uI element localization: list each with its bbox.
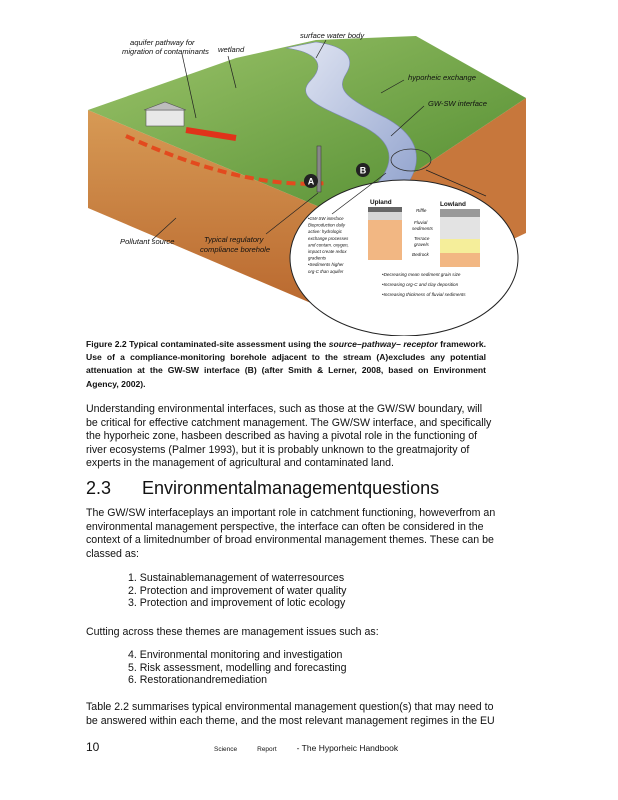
theme-item: 1. Sustainablemanagement of waterresources <box>128 572 345 584</box>
footer-science: Science <box>214 746 238 753</box>
theme-item: 2. Protection and improvement of water quality <box>128 584 347 597</box>
compliance-borehole-icon <box>317 146 321 192</box>
inset-left-line: •GW-SW interface <box>308 216 344 221</box>
label-wetland: wetland <box>218 45 245 54</box>
caption-rest: framework. Use of a compliance-monitoring borehole adjacent to the stream (A)excludes any potential attenuation at the GW-SW interface (B) (after Smith & Lerner, 2008, based on Environment Agency, 2002). <box>86 339 487 389</box>
theme-item: 3. Protection and improvement of lotic ecology <box>128 597 346 610</box>
inset-left-line: •Sediments higher <box>308 262 344 268</box>
marker-b-label: B <box>359 165 367 176</box>
footer-title: - The Hyporheic Handbook <box>296 743 399 753</box>
issue-item: 5. Risk assessment, modelling and forecasting <box>128 661 347 674</box>
issue-item: 4. Environmental monitoring and investigation <box>128 649 343 661</box>
page-number: 10 <box>86 740 100 754</box>
label-hyporheic: hyporheic exchange <box>408 73 476 82</box>
paragraph-table: Table 2.2 summarises typical environmental management question(s) that may need to be answered within each theme, and the most relevant management regimes in the EU <box>86 701 495 727</box>
label-borehole-1: Typical regulatory <box>204 235 264 244</box>
inset-left-line: Bioproduction daily <box>308 222 346 228</box>
inset-left-line: active: hydrologic <box>308 229 342 235</box>
label-gwsw-interface: GW-SW interface <box>428 99 487 108</box>
footer-report: Report <box>257 746 277 753</box>
label-borehole-2: compliance borehole <box>200 245 271 254</box>
inset-sediments: sediments <box>412 226 433 231</box>
inset-terrace: Terrace <box>414 236 430 241</box>
themes-list <box>128 572 346 610</box>
inset-left-line: gradients <box>308 255 327 261</box>
label-aquifer-1: aquifer pathway for <box>130 38 195 47</box>
page-footer <box>86 740 398 754</box>
inset-left-line: org-C than aquifer <box>308 268 344 274</box>
inset-bedrock: Bedrock <box>412 252 429 257</box>
paragraph-cutting: Cutting across these themes are management issues such as: <box>86 626 379 638</box>
inset-fluvial: Fluvial <box>414 220 428 225</box>
label-aquifer-2: migration of contaminants <box>122 47 209 56</box>
figure-caption <box>86 338 486 391</box>
inset-left-line: impact create redox <box>308 249 347 254</box>
caption-lead: Figure 2.2 Typical contaminated-site assessment using the <box>86 339 327 349</box>
farm-building <box>146 110 184 126</box>
inset-left-line: and contam. oxygen, <box>308 242 349 248</box>
issues-list <box>128 649 346 687</box>
inset-right-line: •Decreasing mean sediment grain size <box>382 272 461 277</box>
section-title: Environmentalmanagementquestions <box>142 478 440 498</box>
paragraph-interfaces: Understanding environmental interfaces, such as those at the GW/SW boundary, will be critical for effective catchment management. The GW/SW interface, and specifically the hyporheic zone, hasbeen described as having a pivotal role in the functioning of river ecosystems (Palmer 1993), but it is probably unknown to the greatmajority of experts in the management of agricultural and contaminated land. <box>86 403 492 470</box>
inset-upland: Upland <box>370 199 392 206</box>
inset-right-line: •Increasing thickness of fluvial sediments <box>382 292 466 297</box>
inset-lowland: Lowland <box>440 201 466 208</box>
label-surface-water: surface water body <box>300 31 365 40</box>
section-heading <box>86 478 439 499</box>
marker-a-label: A <box>307 176 315 187</box>
inset-riffle: Riffle <box>416 208 427 213</box>
figure-block-diagram <box>86 18 532 336</box>
label-pollutant-source: Pollutant source <box>120 237 175 246</box>
inset-gravels: gravels <box>414 242 429 247</box>
inset-right-line: •Increasing org-C and clay deposition <box>382 282 459 287</box>
issue-item: 6. Restorationandremediation <box>128 674 267 687</box>
caption-italic: source–pathway– receptor <box>328 339 438 349</box>
paragraph-gwsw: The GW/SW interfaceplays an important role in catchment functioning, howeverfrom an environmental management perspective, the interface can often be considered in the context of a limitednumber of broad environmental management themes. These can be classed as: <box>86 507 496 560</box>
section-number: 2.3 <box>86 478 112 498</box>
inset-left-line: exchange processes <box>308 235 349 241</box>
